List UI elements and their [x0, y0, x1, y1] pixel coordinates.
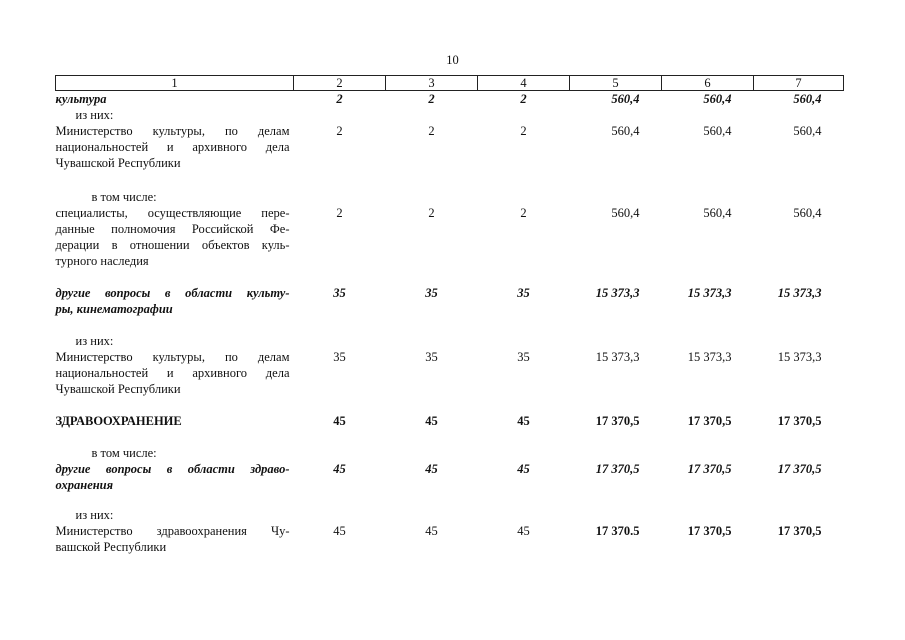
- cell-col-5: 17 370,5: [595, 414, 640, 428]
- row-label-line: национальностей и архивного дела: [55, 140, 290, 154]
- cell-col-5: 15 373,3: [595, 350, 640, 364]
- cell-col-5: 560,4: [611, 206, 640, 220]
- cell-col-6: 15 373,3: [687, 286, 732, 300]
- cell-col-5: 15 373,3: [595, 286, 640, 300]
- cell-col-4: 2: [520, 206, 527, 220]
- row-label-line: из них:: [75, 108, 114, 122]
- cell-col-5: 17 370.5: [595, 524, 640, 538]
- row-label-line: в том числе:: [91, 190, 157, 204]
- cell-col-2: [294, 189, 386, 205]
- cell-col-6: [662, 189, 754, 205]
- table-row: [56, 349, 844, 413]
- cell-col-3: 45: [425, 414, 438, 428]
- row-label-line: национальностей и архивного дела: [55, 366, 290, 380]
- cell-col-5: 560,4: [611, 92, 640, 106]
- row-label-line: другие вопросы в области здраво-: [55, 462, 290, 476]
- cell-col-2: 35: [333, 286, 346, 300]
- cell-col-6: 560,4: [703, 124, 732, 138]
- cell-col-3: [386, 507, 478, 523]
- cell-col-4: 45: [517, 414, 530, 428]
- row-label-line: турного наследия: [55, 254, 149, 268]
- cell-col-6: [662, 107, 754, 123]
- cell-col-4: 2: [520, 124, 527, 138]
- cell-col-7: 560,4: [793, 206, 822, 220]
- table-row: [56, 91, 844, 108]
- row-label-line: Министерство культуры, по делам: [55, 124, 290, 138]
- cell-col-4: [478, 445, 570, 461]
- table-row: [56, 523, 844, 555]
- row-label: [56, 189, 294, 205]
- row-label: [56, 91, 294, 108]
- row-label: [56, 507, 294, 523]
- cell-col-6: 560,4: [703, 206, 732, 220]
- row-label-line: дерации в отношении объектов куль-: [55, 238, 290, 252]
- cell-col-4: 2: [520, 92, 527, 106]
- row-label-line: Министерство культуры, по делам: [55, 350, 290, 364]
- cell-col-7: 17 370,5: [777, 524, 822, 538]
- cell-col-6: 17 370,5: [687, 524, 732, 538]
- cell-col-7: [754, 107, 844, 123]
- row-label: [56, 413, 294, 445]
- table-row: [56, 285, 844, 333]
- table-row: [56, 461, 844, 507]
- cell-col-2: 45: [333, 462, 346, 476]
- table-row: [56, 123, 844, 189]
- cell-col-2: 2: [336, 206, 343, 220]
- row-label-line: ры, кинематографии: [55, 302, 173, 316]
- row-label: [56, 107, 294, 123]
- row-label: [56, 461, 294, 507]
- row-label: [56, 523, 294, 555]
- cell-col-3: 2: [428, 92, 435, 106]
- column-header: 2: [294, 76, 386, 91]
- row-label-line: Министерство здравоохранения Чу-: [55, 524, 290, 538]
- cell-col-5: 17 370,5: [595, 462, 640, 476]
- page-number: 10: [446, 53, 459, 67]
- row-label-line: специалисты, осуществляющие пере-: [55, 206, 290, 220]
- cell-col-2: [294, 507, 386, 523]
- row-label: [56, 445, 294, 461]
- cell-col-2: 45: [333, 414, 346, 428]
- cell-col-3: [386, 107, 478, 123]
- header-row: [56, 76, 844, 91]
- row-label: [56, 349, 294, 413]
- cell-col-5: [570, 507, 662, 523]
- cell-col-5: [570, 107, 662, 123]
- cell-col-7: 15 373,3: [777, 286, 822, 300]
- cell-col-6: [662, 333, 754, 349]
- cell-col-3: [386, 445, 478, 461]
- table-row: [56, 189, 844, 205]
- cell-col-7: [754, 445, 844, 461]
- row-label: [56, 123, 294, 189]
- column-header: 5: [570, 76, 662, 91]
- cell-col-2: 2: [336, 124, 343, 138]
- cell-col-7: 560,4: [793, 124, 822, 138]
- cell-col-5: [570, 445, 662, 461]
- cell-col-2: 35: [333, 350, 346, 364]
- cell-col-4: 45: [517, 524, 530, 538]
- row-label-line: из них:: [75, 334, 114, 348]
- table-row: [56, 413, 844, 445]
- row-label-line: данные полномочия Российской Фе-: [55, 222, 290, 236]
- row-label-line: из них:: [75, 508, 114, 522]
- row-label: [56, 333, 294, 349]
- cell-col-4: [478, 507, 570, 523]
- row-label: [56, 285, 294, 333]
- cell-col-3: 45: [425, 524, 438, 538]
- cell-col-2: [294, 107, 386, 123]
- column-header: 4: [478, 76, 570, 91]
- cell-col-4: 45: [517, 462, 530, 476]
- cell-col-4: 35: [517, 286, 530, 300]
- cell-col-3: 2: [428, 124, 435, 138]
- cell-col-4: 35: [517, 350, 530, 364]
- cell-col-3: 35: [425, 286, 438, 300]
- cell-col-7: 15 373,3: [777, 350, 822, 364]
- cell-col-2: [294, 333, 386, 349]
- cell-col-6: [662, 507, 754, 523]
- column-header: 7: [754, 76, 844, 91]
- row-label-line: Чувашской Республики: [55, 382, 181, 396]
- row-label-line: охранения: [55, 478, 114, 492]
- cell-col-4: [478, 107, 570, 123]
- column-header: 6: [662, 76, 754, 91]
- cell-col-6: 17 370,5: [687, 414, 732, 428]
- row-label-line: культура: [55, 92, 107, 106]
- cell-col-7: [754, 189, 844, 205]
- cell-col-7: 17 370,5: [777, 414, 822, 428]
- cell-col-6: 15 373,3: [687, 350, 732, 364]
- cell-col-7: 560,4: [793, 92, 822, 106]
- column-header: 1: [56, 76, 294, 91]
- table-row: [56, 507, 844, 523]
- table-row: [56, 205, 844, 285]
- row-label-line: ЗДРАВООХРАНЕНИЕ: [55, 414, 182, 428]
- row-label-line: другие вопросы в области культу-: [55, 286, 290, 300]
- cell-col-3: 35: [425, 350, 438, 364]
- column-header: 3: [386, 76, 478, 91]
- table-row: [56, 445, 844, 461]
- row-label-line: в том числе:: [91, 446, 157, 460]
- cell-col-3: 2: [428, 206, 435, 220]
- cell-col-7: 17 370,5: [777, 462, 822, 476]
- table-row: [56, 107, 844, 123]
- cell-col-6: [662, 445, 754, 461]
- cell-col-2: 45: [333, 524, 346, 538]
- cell-col-3: 45: [425, 462, 438, 476]
- cell-col-6: 17 370,5: [687, 462, 732, 476]
- cell-col-7: [754, 507, 844, 523]
- cell-col-2: [294, 445, 386, 461]
- cell-col-7: [754, 333, 844, 349]
- row-label-line: Чувашской Республики: [55, 156, 181, 170]
- cell-col-5: [570, 189, 662, 205]
- cell-col-4: [478, 333, 570, 349]
- budget-table: [55, 75, 844, 555]
- table-row: [56, 333, 844, 349]
- cell-col-3: [386, 189, 478, 205]
- cell-col-2: 2: [336, 92, 343, 106]
- row-label-line: вашской Республики: [55, 540, 167, 554]
- cell-col-3: [386, 333, 478, 349]
- cell-col-4: [478, 189, 570, 205]
- cell-col-5: [570, 333, 662, 349]
- cell-col-5: 560,4: [611, 124, 640, 138]
- row-label: [56, 205, 294, 285]
- cell-col-6: 560,4: [703, 92, 732, 106]
